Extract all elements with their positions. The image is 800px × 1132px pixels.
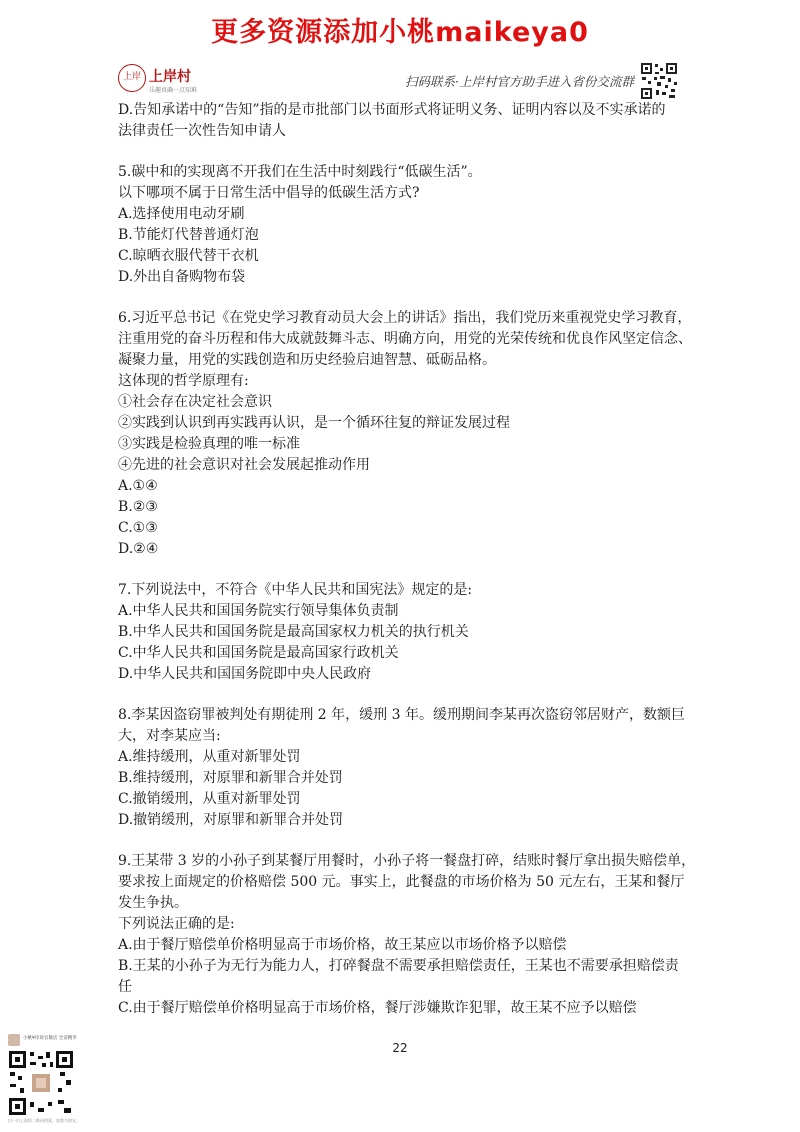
option-b: B.中华人民共和国国务院是最高国家权力机关的执行机关 <box>118 624 469 640</box>
question-7 <box>118 580 688 685</box>
option-c: C.中华人民共和国国务院是最高国家行政机关 <box>118 645 399 661</box>
question-8 <box>118 705 688 831</box>
option-b: B.节能灯代替普通灯泡 <box>118 227 259 243</box>
question-stem: 以下哪项不属于日常生活中倡导的低碳生活方式? <box>118 185 420 201</box>
question-stem: 这体现的哲学原理有: <box>118 373 249 389</box>
wechat-contact-card <box>8 1034 100 1126</box>
promo-banner: 更多资源添加小桃maikeya0 <box>211 17 589 48</box>
option-a: A.选择使用电动牙刷 <box>118 206 245 222</box>
logo-slogan: 乐趣真确一点知难 <box>149 87 198 94</box>
question-stem: 5.碳中和的实现离不开我们在生活中时刻践行“低碳生活”。 <box>118 164 482 180</box>
question-stem: 发生争执。 <box>118 895 188 911</box>
option-b: B.王某的小孙子为无行为能力人，打碎餐盘不需要承担赔偿责任，王某也不需要承担赔偿责 <box>118 958 679 974</box>
question-stem: 注重用党的奋斗历程和伟大成就鼓舞斗志、明确方向，用党的光荣传统和优良作风坚定信念、 <box>118 331 692 347</box>
contact-footer: 扫一扫上面的二维码图案，加我为朋友。 <box>8 1118 80 1123</box>
logo-seal-icon: 上岸 <box>118 64 146 92</box>
option-d: D.中华人民共和国国务院即中央人民政府 <box>118 666 372 682</box>
option-b: B.②③ <box>118 499 158 515</box>
question-stem: 要求按上面规定的价格赔偿 500 元。事实上，此餐盘的市场价格为 50 元左右，王某和餐厅 <box>118 874 685 890</box>
qr-code-icon <box>8 1050 74 1116</box>
statement-1: ①社会存在决定社会意识 <box>118 394 272 410</box>
question-6 <box>118 308 692 560</box>
option-a: A.由于餐厅赔偿单价格明显高于市场价格，故王某应以市场价格予以赔偿 <box>118 937 567 953</box>
document-body <box>118 100 696 1019</box>
option-d: D.撤销缓刑，对原罪和新罪合并处罚 <box>118 812 344 828</box>
option-a: A.①④ <box>118 478 158 494</box>
prev-question-option-d <box>118 100 688 142</box>
statement-3: ③实践是检验真理的唯一标准 <box>118 436 300 452</box>
question-stem: 6.习近平总书记《在党史学习教育动员大会上的讲话》指出，我们党历来重视党史学习教育， <box>118 310 692 326</box>
qr-code-icon <box>640 62 678 100</box>
option-a: A.维持缓刑，从重对新罪处罚 <box>118 749 301 765</box>
option-b: B.维持缓刑，对原罪和新罪合并处罚 <box>118 770 343 786</box>
question-stem: 下列说法正确的是: <box>118 916 235 932</box>
question-9 <box>118 851 696 1019</box>
brand-logo <box>118 64 198 98</box>
page-number: 22 <box>392 1041 408 1055</box>
option-b-continued: 任 <box>118 979 132 995</box>
option-c: C.①③ <box>118 520 158 536</box>
logo-name: 上岸村 <box>149 69 191 85</box>
question-stem: 9.王某带 3 岁的小孙子到某餐厅用餐时，小孙子将一餐盘打碎，结账时餐厅拿出损失赔偿单， <box>118 853 696 869</box>
question-stem: 8.李某因盗窃罪被判处有期徒刑 2 年，缓刑 3 年。缓刑期间李某再次盗窃邻居财产，数额巨 <box>118 707 685 723</box>
question-stem: 大，对李某应当: <box>118 728 221 744</box>
page-header <box>118 62 678 102</box>
option-a: A.中华人民共和国国务院实行领导集体负责制 <box>118 603 399 619</box>
question-stem: 凝聚力量，用党的实践创造和历史经验启迪智慧、砥砺品格。 <box>118 352 496 368</box>
question-stem: 7.下列说法中，不符合《中华人民共和国宪法》规定的是: <box>118 582 473 598</box>
option-c: C.由于餐厅赔偿单价格明显高于市场价格，餐厅涉嫌欺诈犯罪，故王某不应予以赔偿 <box>118 1000 637 1016</box>
statement-4: ④先进的社会意识对社会发展起推动作用 <box>118 457 370 473</box>
header-contact-text: 扫码联系·上岸村官方助手进入省份交流群 <box>405 74 634 89</box>
option-c: C.撤销缓刑，从重对新罪处罚 <box>118 791 301 807</box>
question-5 <box>118 162 688 288</box>
statement-2: ②实践到认识到再实践再认识，是一个循环往复的辩证发展过程 <box>118 415 510 431</box>
avatar <box>8 1034 20 1046</box>
contact-caption: 小桃¥岸说官微店 全省精华 <box>23 1036 77 1041</box>
option-text: D.告知承诺中的“告知”指的是市批部门以书面形式将证明义务、证明内容以及不实承诺的 <box>118 102 666 118</box>
option-text: 法律责任一次性告知申请人 <box>118 123 286 139</box>
option-c: C.晾晒衣服代替干衣机 <box>118 248 259 264</box>
option-d: D.外出自备购物布袋 <box>118 269 246 285</box>
option-d: D.②④ <box>118 541 159 557</box>
